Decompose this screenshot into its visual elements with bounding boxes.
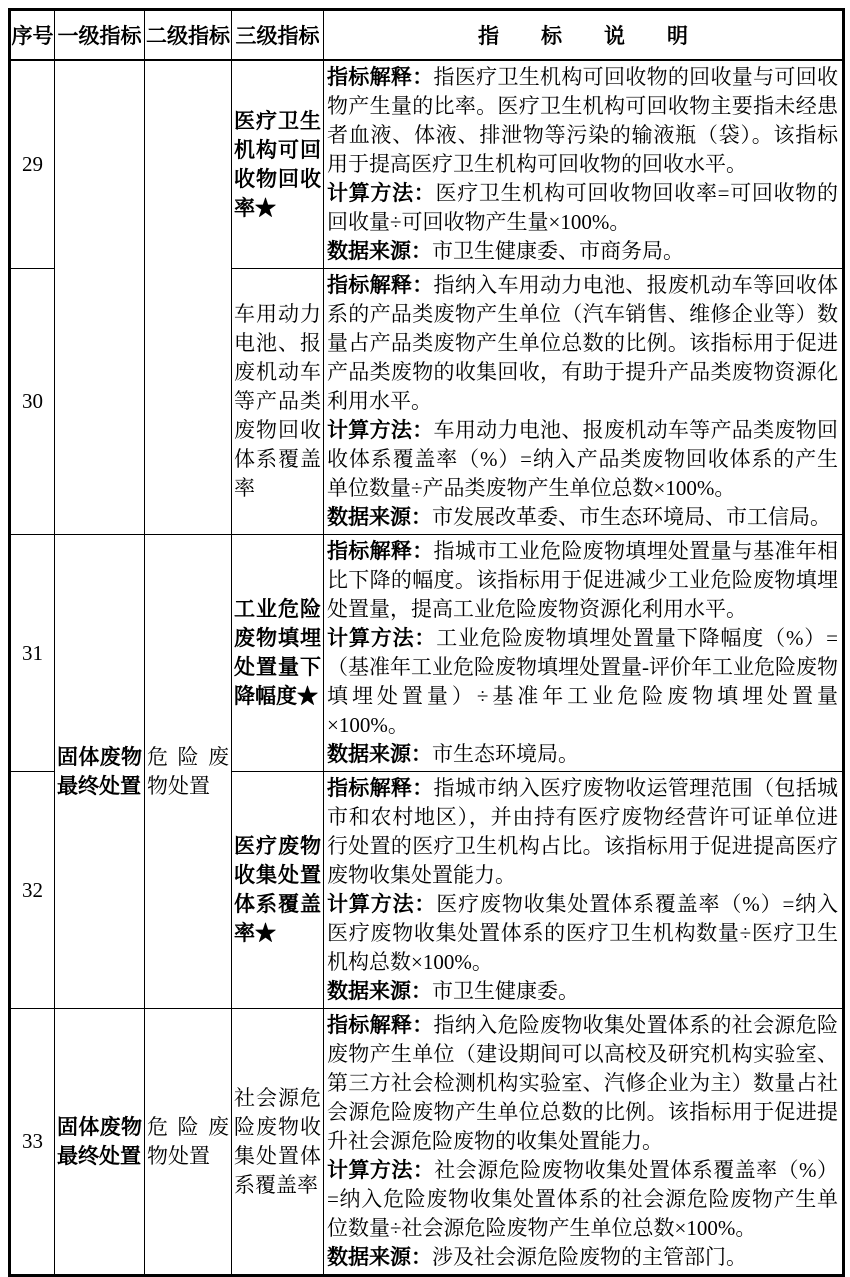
source-label: 数据来源： bbox=[327, 240, 432, 263]
method-paragraph bbox=[327, 416, 838, 503]
explanation-paragraph bbox=[327, 537, 838, 624]
source-text: 市发展改革委、市生态环境局、市工信局。 bbox=[432, 505, 831, 529]
explanation-label: 指标解释： bbox=[327, 66, 434, 89]
source-label: 数据来源： bbox=[327, 743, 432, 766]
explanation-text: 指纳入车用动力电池、报废机动车等回收体系的产品类废物产生单位（汽车销售、维修企业等）数量占产品类废物产生单位总数的比例。该指标用于促进产品类废物的收集回收，有助于提升产品类废物资源化利用水平。 bbox=[327, 273, 839, 413]
level3-cell: 社会源危险废物收集处置体系覆盖率 bbox=[232, 1009, 324, 1276]
explanation-paragraph bbox=[327, 774, 838, 890]
explanation-label: 指标解释： bbox=[327, 1014, 434, 1037]
level1-cell bbox=[55, 60, 145, 535]
explanation-label: 指标解释： bbox=[327, 777, 434, 800]
indicator-table bbox=[8, 8, 845, 1277]
method-text: 医疗卫生机构可回收物回收率=可回收物的回收量÷可回收物产生量×100%。 bbox=[327, 181, 839, 234]
explanation-paragraph bbox=[327, 271, 838, 416]
method-label: 计算方法： bbox=[327, 182, 436, 205]
header-cell-level1: 一级指标 bbox=[55, 10, 145, 61]
method-paragraph bbox=[327, 179, 838, 237]
explanation-paragraph bbox=[327, 63, 838, 179]
seq-cell: 32 bbox=[10, 772, 55, 1009]
method-label: 计算方法： bbox=[327, 1159, 435, 1182]
explanation-text: 指纳入危险废物收集处置体系的社会源危险废物产生单位（建设期间可以高校及研究机构实验室、第三方社会检测机构实验室、汽修企业为主）数量占社会源危险废物产生单位总数的比例。该指标用于促进提升社会源危险废物的收集处置能力。 bbox=[327, 1013, 839, 1153]
explanation-paragraph bbox=[327, 1011, 838, 1156]
method-text: 社会源危险废物收集处置体系覆盖率（%）=纳入危险废物收集处置体系的社会源危险废物产生单位数量÷社会源危险废物产生单位总数×100%。 bbox=[327, 1158, 839, 1240]
method-label: 计算方法： bbox=[327, 419, 434, 442]
table-row bbox=[10, 1009, 844, 1276]
source-paragraph bbox=[327, 740, 838, 769]
level2-cell: 危险废物处置 bbox=[145, 535, 232, 1009]
level3-cell: 医疗卫生机构可回收物回收率★ bbox=[232, 60, 324, 269]
method-text: 工业危险废物填埋处置量下降幅度（%）=（基准年工业危险废物填埋处置量-评价年工业危险废物填埋处置量）÷基准年工业危险废物填埋处置量×100%。 bbox=[327, 626, 838, 737]
source-paragraph bbox=[327, 1243, 838, 1272]
level3-cell: 医疗废物收集处置体系覆盖率★ bbox=[232, 772, 324, 1009]
description-cell bbox=[324, 269, 844, 535]
header-cell-level2: 二级指标 bbox=[145, 10, 232, 61]
method-text: 医疗废物收集处置体系覆盖率（%）=纳入医疗废物收集处置体系的医疗卫生机构数量÷医疗卫生机构总数×100%。 bbox=[327, 892, 838, 974]
explanation-text: 指医疗卫生机构可回收物的回收量与可回收物产生量的比率。医疗卫生机构可回收物主要指未经患者血液、体液、排泄物等污染的输液瓶（袋）。该指标用于提高医疗卫生机构可回收物的回收水平。 bbox=[327, 65, 839, 176]
method-text: 车用动力电池、报废机动车等产品类废物回收体系覆盖率（%）=纳入产品类废物回收体系的产生单位数量÷产品类废物产生单位总数×100%。 bbox=[327, 418, 839, 500]
description-cell bbox=[324, 60, 844, 269]
header-cell-seq: 序号 bbox=[10, 10, 55, 61]
source-label: 数据来源： bbox=[327, 1246, 432, 1269]
explanation-label: 指标解释： bbox=[327, 274, 434, 297]
source-label: 数据来源： bbox=[327, 506, 432, 529]
table-row bbox=[10, 535, 844, 772]
seq-cell: 33 bbox=[10, 1009, 55, 1276]
level3-cell: 车用动力电池、报废机动车等产品类废物回收体系覆盖率 bbox=[232, 269, 324, 535]
description-cell bbox=[324, 772, 844, 1009]
method-paragraph bbox=[327, 890, 838, 977]
source-paragraph bbox=[327, 237, 838, 266]
header-cell-level3: 三级指标 bbox=[232, 10, 324, 61]
header-cell-description: 指 标 说 明 bbox=[324, 10, 844, 61]
explanation-label: 指标解释： bbox=[327, 540, 434, 563]
method-paragraph bbox=[327, 1156, 838, 1243]
description-cell bbox=[324, 535, 844, 772]
level1-cell: 固体废物最终处置 bbox=[55, 535, 145, 1009]
seq-cell: 30 bbox=[10, 269, 55, 535]
source-text: 市卫生健康委、市商务局。 bbox=[432, 239, 684, 263]
seq-cell: 29 bbox=[10, 60, 55, 269]
source-text: 涉及社会源危险废物的主管部门。 bbox=[432, 1245, 747, 1269]
source-label: 数据来源： bbox=[327, 980, 432, 1003]
level1-cell: 固体废物最终处置 bbox=[55, 1009, 145, 1276]
level2-cell: 危险废物处置 bbox=[145, 1009, 232, 1276]
source-text: 市卫生健康委。 bbox=[432, 979, 579, 1003]
level3-cell: 工业危险废物填埋处置量下降幅度★ bbox=[232, 535, 324, 772]
table-row bbox=[10, 60, 844, 269]
level2-cell bbox=[145, 60, 232, 535]
method-label: 计算方法： bbox=[327, 893, 437, 916]
source-paragraph bbox=[327, 977, 838, 1006]
source-text: 市生态环境局。 bbox=[432, 742, 579, 766]
explanation-text: 指城市纳入医疗废物收运管理范围（包括城市和农村地区），并由持有医疗废物经营许可证单位进行处置的医疗卫生机构占比。该指标用于促进提高医疗废物收集处置能力。 bbox=[327, 776, 839, 887]
explanation-text: 指城市工业危险废物填埋处置量与基准年相比下降的幅度。该指标用于促进减少工业危险废物填埋处置量，提高工业危险废物资源化利用水平。 bbox=[327, 539, 839, 621]
header-row bbox=[10, 10, 844, 61]
method-label: 计算方法： bbox=[327, 627, 437, 650]
source-paragraph bbox=[327, 503, 838, 532]
description-cell bbox=[324, 1009, 844, 1276]
seq-cell: 31 bbox=[10, 535, 55, 772]
method-paragraph bbox=[327, 624, 838, 740]
